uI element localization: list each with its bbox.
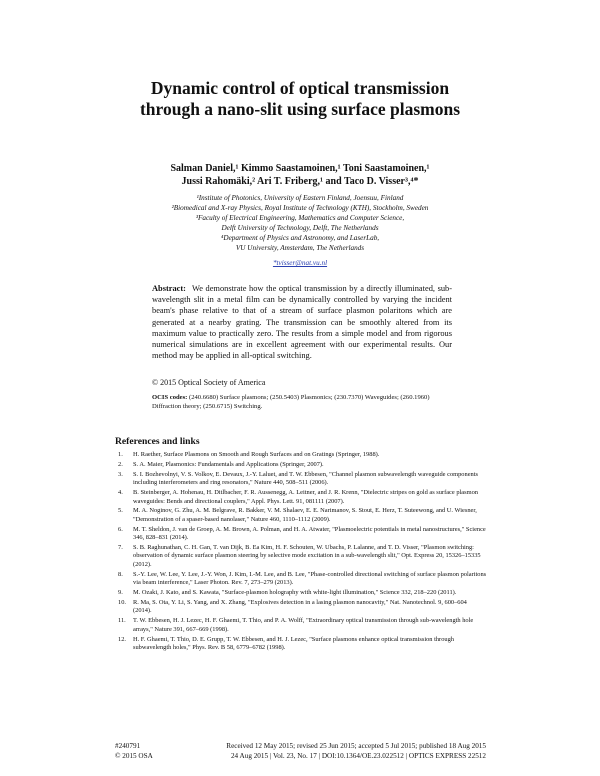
reference-text: M. T. Sheldon, J. van de Groep, A. M. Brown, A. Polman, and H. A. Atwater, "Plasmoelectric potentials in metal nanostructures," Science 346, 828–831 (2014). xyxy=(133,525,486,542)
affiliation-line: ⁴Department of Physics and Astronomy, and LaserLab, xyxy=(220,234,380,242)
reference-text: H. Raether, Surface Plasmons on Smooth and Rough Surfaces and on Gratings (Springer, 1988). xyxy=(133,451,380,458)
reference-text: M. A. Noginov, G. Zhu, A. M. Belgrave, R. Bakker, V. M. Shalaev, E. E. Narimanov, S. Stout, E. Herz, T. Suteewong, and U. Wiesner, "Demonstration of a spaser-based nanolaser," Nature 460, 1110–1112 (2009). xyxy=(133,507,477,523)
ocis-label: OCIS codes: xyxy=(152,394,188,401)
reference-number: 6. xyxy=(118,525,123,533)
reference-number: 11. xyxy=(118,617,126,625)
reference-number: 4. xyxy=(118,489,123,497)
reference-text: M. Ozaki, J. Kato, and S. Kawata, "Surface-plasmon holography with white-light illumination," Science 332, 218–220 (2011). xyxy=(133,589,457,597)
reference-text: H. F. Ghaemi, T. Thio, D. E. Grupp, T. W. Ebbesen, and H. J. Lezec, "Surface plasmons enhance optical transmission through subwavelength holes," Phys. Rev. B 58, 6779–6782 (1998). xyxy=(133,635,454,652)
author-list xyxy=(80,162,520,188)
reference-list xyxy=(115,451,487,654)
affiliation-line: ¹Institute of Photonics, University of Eastern Finland, Joensuu, Finland xyxy=(196,194,404,202)
reference-item xyxy=(115,599,487,616)
affiliation-line: ²Biomedical and X-ray Physics, Royal Institute of Technology (KTH), Stockholm, Sweden xyxy=(171,204,429,212)
journal-citation: 24 Aug 2015 | Vol. 23, No. 17 | DOI:10.1364/OE.23.022512 | OPTICS EXPRESS 22512 xyxy=(230,751,486,760)
reference-item xyxy=(115,507,487,524)
reference-item xyxy=(115,451,487,459)
reference-number: 8. xyxy=(118,570,123,578)
reference-text: S.-Y. Lee, W. Lee, Y. Lee, J.-Y. Won, J. Kim, I.-M. Lee, and B. Lee, "Phase-controlled directional switching of surface plasmon polaritons via beam interference," Laser Photon. Rev. 7, 273–279 (2013). xyxy=(133,570,487,587)
reference-item xyxy=(115,526,487,543)
reference-item xyxy=(115,589,487,597)
affiliations xyxy=(80,193,520,268)
paper-title: Dynamic control of optical transmission through a nano-slit using surface plasmons xyxy=(139,78,461,119)
reference-item xyxy=(115,636,487,653)
publication-history: Received 12 May 2015; revised 25 Jun 2015; accepted 5 Jul 2015; published 18 Aug 2015 xyxy=(226,742,486,750)
ocis-codes xyxy=(152,393,452,411)
reference-number: 5. xyxy=(118,507,123,515)
author-line: Salman Daniel,¹ Kimmo Saastamoinen,¹ Toni Saastamoinen,¹ xyxy=(170,163,430,174)
affiliation-line: Delft University of Technology, Delft, The Netherlands xyxy=(221,224,379,232)
reference-number: 1. xyxy=(118,451,123,458)
reference-item xyxy=(115,461,487,469)
reference-text: S. B. Raghunathan, C. H. Gan, T. van Dijk, B. Ea Kim, H. F. Schouten, W. Ubachs, P. Lalanne, and T. D. Visser, "Plasmon switching: observation of dynamic surface plasmon steering by selective mode excitation in a sub-wavelength slit," Opt. Express 20, 15326–15335 (2012). xyxy=(133,544,481,568)
osa-copyright: © 2015 OSA xyxy=(115,751,153,760)
footer-left xyxy=(115,742,153,761)
reference-text: S. A. Maier, Plasmonics: Fundamentals and Applications (Springer, 2007). xyxy=(133,460,324,468)
corresponding-email-link[interactable]: *tvisser@nat.vu.nl xyxy=(272,259,328,267)
article-id: #240791 xyxy=(115,742,141,750)
reference-item xyxy=(115,489,487,506)
reference-number: 10. xyxy=(118,599,126,606)
copyright-notice: © 2015 Optical Society of America xyxy=(152,378,266,387)
author-line: Jussi Rahomäki,² Ari T. Friberg,¹ and Taco D. Visser³,⁴* xyxy=(181,176,419,187)
reference-item xyxy=(115,544,487,569)
reference-number: 7. xyxy=(118,544,123,552)
reference-number: 2. xyxy=(118,460,123,468)
abstract-label: Abstract: xyxy=(152,284,186,293)
reference-text: S. I. Bozhevolnyi, V. S. Volkov, E. Devaux, J.-Y. Laluet, and T. W. Ebbesen, "Channel plasmon subwavelength waveguide components including interferometers and ring resonators," Nature 440, 508–511 (2006). xyxy=(133,470,478,487)
reference-text: R. Ma, S. Ota, Y. Li, S. Yang, and X. Zhang, "Explosives detection in a lasing plasmon nanocavity," Nat. Nanotechnol. 9, 600–604 (2014). xyxy=(133,599,467,615)
affiliation-line: ³Faculty of Electrical Engineering, Mathematics and Computer Science, xyxy=(195,214,405,222)
abstract-text: We demonstrate how the optical transmission by a directly illuminated, sub-wavelength slit in a metal film can be dynamically controlled by varying the incident beam's phase relative to that of a stream of surface plasmon polaritons which are generated at a nearby grating. The transmission can be smoothly altered from its maximum value to practically zero. The results from a simple model and from rigorous numerical simulations are in excellent agreement with our experimental results. Our method may be applied in all-optical switching. xyxy=(152,284,452,361)
footer-right xyxy=(190,742,486,761)
reference-text: B. Steinberger, A. Hohenau, H. Ditlbacher, F. R. Aussenegg, A. Leitner, and J. R. Krenn, "Dielectric stripes on gold as surface plasmon waveguides: Bends and directional couplers," Appl. Phys. Lett. 91, 081111 (2007). xyxy=(133,489,478,505)
ocis-text: (240.6680) Surface plasmons; (250.5403) Plasmonics; (230.7370) Waveguides; (260.1960) Diffraction theory; (250.6715) Switching. xyxy=(152,394,430,410)
references-heading: References and links xyxy=(115,436,200,447)
reference-number: 3. xyxy=(118,470,123,478)
affiliation-line: VU University, Amsterdam, The Netherlands xyxy=(235,244,365,252)
reference-item xyxy=(115,571,487,588)
reference-item xyxy=(115,471,487,488)
reference-number: 12. xyxy=(118,635,126,643)
reference-number: 9. xyxy=(118,589,123,597)
abstract xyxy=(152,283,452,361)
reference-item xyxy=(115,617,487,634)
reference-text: T. W. Ebbesen, H. J. Lezec, H. F. Ghaemi, T. Thio, and P. A. Wolff, "Extraordinary optical transmission through sub-wavelength hole arrays," Nature 391, 667–669 (1998). xyxy=(133,617,474,633)
